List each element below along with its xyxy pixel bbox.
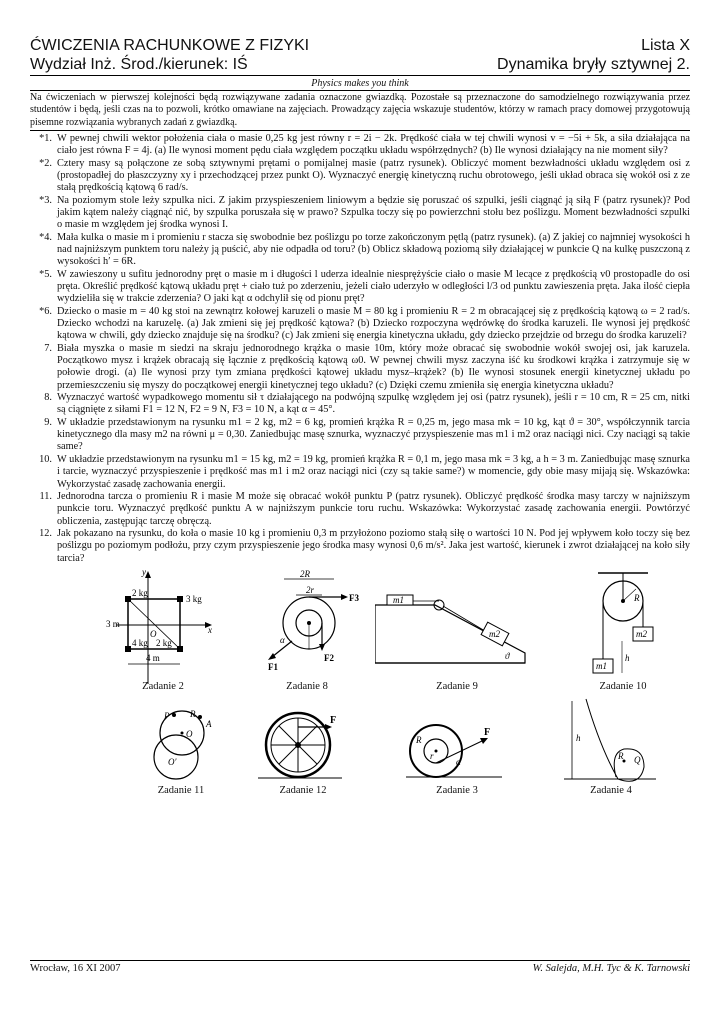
fig8-F2: F2 xyxy=(324,652,334,663)
page xyxy=(30,36,690,801)
fig3-alpha: α xyxy=(456,756,461,767)
task-text: Biała myszka o masie m siedzi na skraju jednorodnego krążka o masie 10m, który może obracać się swobodnie wokół swojej osi, jak karuzela. Początkowo mysz i krążek obracają się łącznie z prędkością kątową ω0. W pewnej chwili mysz zaczyna iść ku środkowi krążka i zatrzymuje się w połowie drogi. (a) Ile wynosi przy tym zmiana prędkości kątowej układu mysz–krążek? (b) Ile wynosi stosunek energii kinetycznej układu po przemieszczeniu się myszy do początkowej energii kinetycznej tego układu? (c) Dzięki czemu zmieniła się energia kinetyczna układu? xyxy=(57,342,690,391)
intro-paragraph: Na ćwiczeniach w pierwszej kolejności będą rozwiązywane zadania oznaczone gwiazdką. Pozostałe są przeznaczone do samodzielnego rozwiązywania przez studentów i będą, jeśli czas na to pozwoli, krótko omawiane na zajęciach. Prowadzący zajęcia wskazuje studentów, którzy w ramach pracy domowej przygotowują pisemne rozwiązania wybranych zadań z gwiazdką. xyxy=(30,90,690,131)
fig8-R-label: 2R xyxy=(300,568,310,579)
fig9-theta: ϑ xyxy=(505,650,510,661)
task-number: *2. xyxy=(39,157,52,169)
task-list xyxy=(30,133,690,565)
course-title: ĆWICZENIA RACHUNKOWE Z FIZYKI xyxy=(30,37,310,54)
fig11-P: P xyxy=(164,710,170,721)
task-item xyxy=(30,306,690,343)
fig12-F: F xyxy=(330,714,337,726)
footer-authors: W. Salejda, M.H. Tyc & K. Tarnowski xyxy=(532,963,690,974)
caption-zadanie-4: Zadanie 4 xyxy=(590,784,632,796)
task-item xyxy=(30,417,690,454)
task-text: W zawieszony u sufitu jednorodny pręt o masie m i długości l uderza idealnie niesprężyście ciało o masie M lecące z prędkością v0 prostopadle do osi pręta. Określić prędkość kątową układu pręt + ciało tuż po zderzeniu, jeżeli ciało uderzyło w odległości l/3 od punktu zawieszenia pręta. Jaka ilość ciepła wydzieliła się w trakcie zderzenia? O jaki kąt α odchylił się od pionu pręt? xyxy=(57,268,690,305)
fig2-height: 3 m xyxy=(106,618,120,629)
fig2-x-label: x xyxy=(208,624,212,635)
fig3-R: R xyxy=(416,734,422,745)
task-text: Mała kulka o masie m i promieniu r stacza się swobodnie bez poślizgu po torze zakończonym pętlą (patrz rysunek). (a) Z jakiej co najmniej wysokości h nad najniższym punktem toru należy ją puścić, aby nie odpadła od toru? (b) Oblicz składową poziomą siły działającej w punkcie Q na kulkę puszczoną z wysokości h′ = 6R. xyxy=(57,231,690,268)
figure-8-diagram xyxy=(252,569,362,691)
motto: Physics makes you think xyxy=(311,78,409,89)
fig4-h: h xyxy=(576,732,581,743)
faculty: Wydział Inż. Środ./kierunek: IŚ xyxy=(30,56,248,73)
topic: Dynamika bryły sztywnej 2. xyxy=(497,56,690,73)
task-text: Wyznaczyć wartość wypadkowego momentu sił τ działającego na podwójną szpulkę względem jej osi (patrz rysunek), jeśli r = 10 cm, R = 25 cm, nitki są ciągnięte z siłami F1 = 12 N, F2 = 9 N, F3 = 10 N, a kąt α = 45°. xyxy=(57,392,690,416)
caption-zadanie-11: Zadanie 11 xyxy=(157,784,205,796)
task-text: Jednorodna tarcza o promieniu R i masie M może się obracać wokół punktu P (patrz rysunek). Obliczyć prędkość środka masy tarczy w najniższym punkcie toru. Wyznaczyć prędkość punktu A w najniższym punkcie toru ruchu. Wskazówka: Wykorzystać zasadę zachowania energii. Powtórzyć obliczenia, zastępując tarczę obręczą. xyxy=(57,490,690,527)
fig4-Q: Q xyxy=(634,754,641,765)
fig8-r-label: 2r xyxy=(306,584,315,595)
fig4-R: R xyxy=(618,750,624,761)
task-number: *4. xyxy=(39,231,52,243)
fig2-y-label: y xyxy=(142,568,146,577)
task-number: 9. xyxy=(44,416,52,428)
task-text: Cztery masy są połączone ze sobą sztywnymi prętami o pomijalnej masie (patrz rysunek). Obliczyć moment bezwładności układu względem osi z (prostopadłej do płaszczyzny xy i przechodzącej przez punkt O). Wyznaczyć energię kinetyczną ruchu obrotowego, jeśli układ obraca się wokół osi z ze stałą prędkością kątową 6 rad/s. xyxy=(57,157,690,194)
caption-zadanie-12: Zadanie 12 xyxy=(279,784,327,796)
task-text: Jak pokazano na rysunku, do koła o masie 10 kg i promieniu 0,3 m przyłożono poziomo stałą siłę o wartości 10 N. Pod jej wpływem koło toczy się bez poślizgu po poziomym podłożu, przy czym przyspieszenie jego środka masy wynosi 0,6 m/s². Jaka jest wartość, kierunek i zwrot działającej na koło siły tarcia? xyxy=(57,527,690,564)
fig10-m2: m2 xyxy=(636,628,647,639)
caption-zadanie-10: Zadanie 10 xyxy=(599,680,647,692)
task-number: *6. xyxy=(39,305,52,317)
fig8-F3: F3 xyxy=(349,592,359,603)
fig3-F: F xyxy=(484,726,491,738)
fig11-O-prime: O′ xyxy=(168,756,177,767)
task-number: *5. xyxy=(39,268,52,280)
figure-9-diagram xyxy=(375,591,545,671)
task-number: 10. xyxy=(39,453,52,465)
figures xyxy=(30,569,690,801)
figure-12-diagram xyxy=(252,707,352,785)
fig8-F1: F1 xyxy=(268,661,278,672)
figure-10-diagram xyxy=(578,571,668,681)
task-number: 11. xyxy=(39,490,52,502)
fig11-A: A xyxy=(206,718,212,729)
task-item xyxy=(30,528,690,565)
task-text: W układzie przedstawionym na rysunku m1 = 2 kg, m2 = 6 kg, promień krążka R = 0,25 m, jego masa mk = 10 kg, kąt ϑ = 30°, współczynnik tarcia kinetycznego dla masy m2 na równi μ = 0,30. Zaniedbując masę sznurka, wyznaczyć przyspieszenie mas m1 i m2 oraz naciągi nici. Czy naciągi są takie same? xyxy=(57,416,690,453)
header-row-1 xyxy=(30,36,690,55)
task-number: 12. xyxy=(39,527,52,539)
task-number: *1. xyxy=(39,132,52,144)
task-number: *3. xyxy=(39,194,52,206)
fig2-mass-tr: 3 kg xyxy=(186,593,202,604)
task-item xyxy=(30,343,690,392)
figure-4-diagram xyxy=(560,697,660,787)
task-item xyxy=(30,454,690,491)
fig9-m1: m1 xyxy=(393,594,404,605)
footer xyxy=(30,960,690,974)
task-item xyxy=(30,195,690,232)
task-text: W pewnej chwili wektor położenia ciała o masie 0,25 kg jest równy r = 2i − 2k. Prędkość ciała w tej chwili wynosi v = −5i + 5k, a siła działająca na ciało jest równa F = 4j. (a) Ile wynosi moment pędu ciała względem początku układu współrzędnych? (b) Ile wynosi działający na nie moment siły? xyxy=(57,132,690,157)
fig11-R: R xyxy=(190,708,196,719)
footer-date: Wrocław, 16 XI 2007 xyxy=(30,963,121,974)
fig11-O: O xyxy=(186,728,193,739)
fig8-alpha: α xyxy=(280,634,285,645)
list-number: Lista X xyxy=(641,37,690,54)
header-rule xyxy=(30,75,690,76)
task-item xyxy=(30,269,690,306)
fig2-mass-bl: 4 kg xyxy=(132,637,148,648)
task-item xyxy=(30,158,690,195)
fig2-mass-br: 2 kg xyxy=(156,637,172,648)
caption-zadanie-9: Zadanie 9 xyxy=(436,680,478,692)
caption-zadanie-8: Zadanie 8 xyxy=(286,680,328,692)
task-item xyxy=(30,392,690,417)
task-number: 7. xyxy=(44,342,52,354)
task-number: 8. xyxy=(44,392,52,404)
figure-3-diagram xyxy=(402,721,512,785)
fig2-origin: O xyxy=(150,628,157,639)
figure-11-diagram xyxy=(130,707,230,785)
task-item xyxy=(30,491,690,528)
task-text: Na poziomym stole leży szpulka nici. Z jakim przyspieszeniem liniowym a będzie się poruszać oś szpulki, jeśli ciągnąć ją siłą F (patrz rysunek)? Pod jakim kątem należy ciągnąć nić, by szpulka poruszała się w prawo? Szpulka toczy się po powierzchni stołu bez poślizgu. Moment bezwładności szpulki o masie m względem jej środka wynosi I. xyxy=(57,194,690,231)
fig2-width: 4 m xyxy=(146,652,160,663)
fig3-r: r xyxy=(430,750,434,761)
fig10-m1: m1 xyxy=(596,660,607,671)
task-text: Dziecko o masie m = 40 kg stoi na zewnątrz kołowej karuzeli o masie M = 80 kg i promieniu R = 2 m obracającej się z prędkością kątową ω = 2 rad/s. Dziecko wchodzi na karuzelę. (a) Jak zmieni się jej prędkość kątowa? (b) Dziecko rozpoczyna wędrówkę do środka karuzeli. Ile wynosi jej prędkość kątowa w chwili, gdy dziecko znajduje się na środku? (c) Jak zmieni się energia kinetyczna układu, gdy dziecko przejdzie od brzegu do środka karuzeli? xyxy=(57,305,690,342)
task-text: W układzie przedstawionym na rysunku m1 = 15 kg, m2 = 19 kg, promień krążka R = 0,1 m, jego masa mk = 3 kg, a h = 3 m. Zaniedbując masę sznurka i tarcie, wyznaczyć przyspieszenie i prędkość mas m1 i m2 oraz naciągi nici (czy są takie same?) w momencie, gdy obie masy mijają się. Wskazówka: Wykorzystać zasadę zachowania energii. xyxy=(57,453,690,490)
fig9-m2: m2 xyxy=(489,628,500,639)
header-row-2 xyxy=(30,55,690,74)
caption-zadanie-3: Zadanie 3 xyxy=(436,784,478,796)
figure-2-diagram xyxy=(106,569,226,691)
fig10-R: R xyxy=(634,592,640,603)
caption-zadanie-2: Zadanie 2 xyxy=(142,680,184,692)
task-item xyxy=(30,133,690,158)
fig2-mass-tl: 2 kg xyxy=(132,587,148,598)
fig10-h: h xyxy=(625,652,630,663)
task-item xyxy=(30,232,690,269)
